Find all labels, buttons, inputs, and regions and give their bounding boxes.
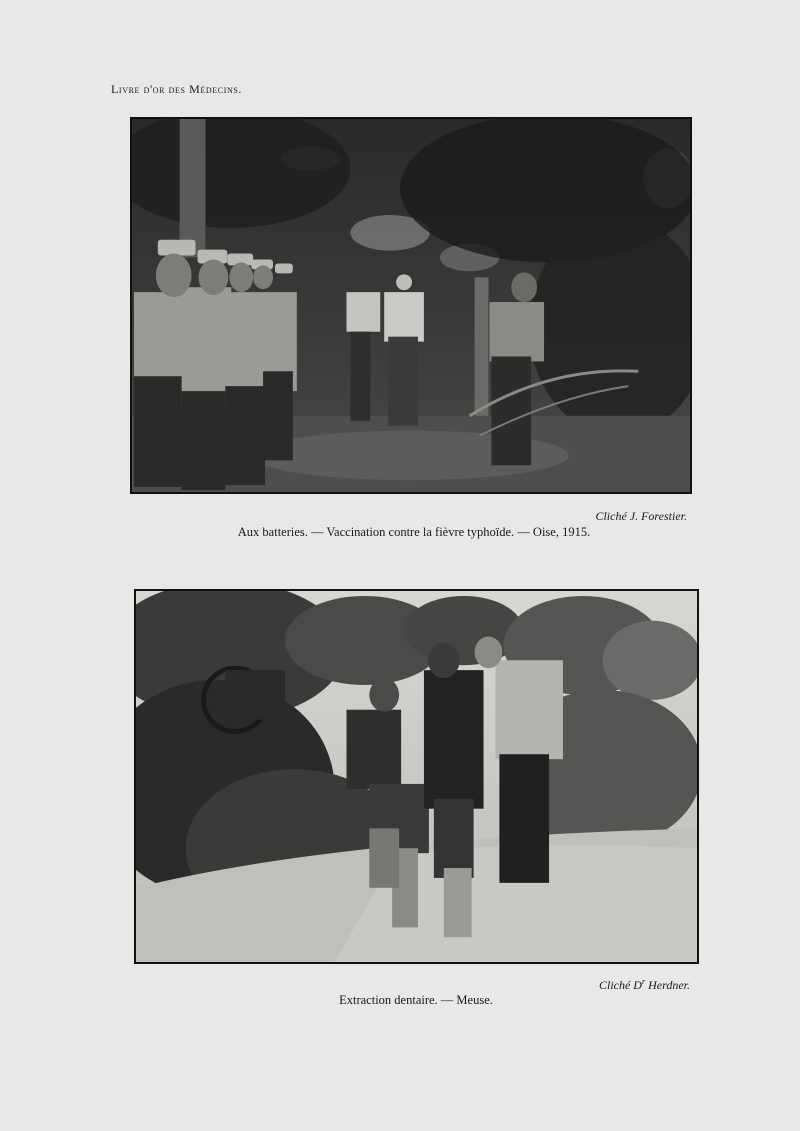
photo-caption: Extraction dentaire. — Meuse.: [339, 993, 493, 1007]
photo-caption: Aux batteries. — Vaccination contre la fièvre typhoïde. — Oise, 1915.: [237, 525, 591, 539]
photo-credit: [599, 977, 690, 993]
running-head: Livre d'or des Médecins.: [111, 82, 243, 96]
photograph-dental-extraction: [134, 589, 699, 964]
photograph-vaccination: [130, 117, 692, 494]
photo-dental-image: [136, 591, 697, 962]
photo-vaccination-image: [132, 119, 690, 492]
photo-credit-superscript: r: [641, 977, 646, 986]
photo-credit: Cliché J. Forestier.: [595, 509, 687, 523]
photo-credit-suffix: Herdner.: [645, 978, 690, 992]
photo-credit-prefix: Cliché D: [598, 978, 642, 992]
